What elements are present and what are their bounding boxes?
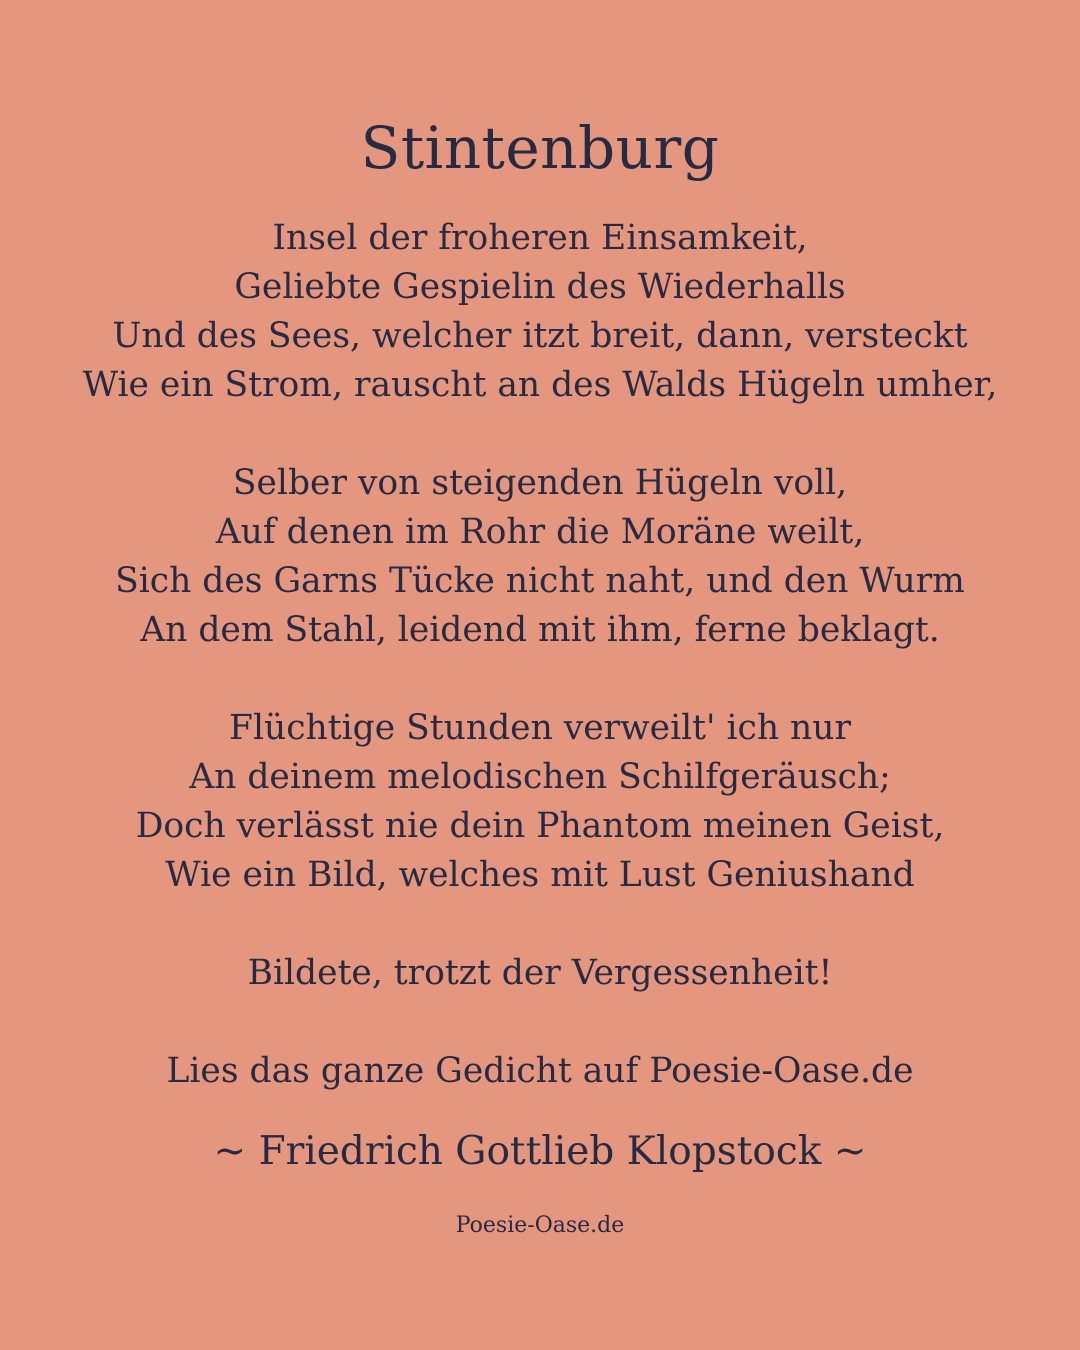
poem-title: Stintenburg (360, 114, 720, 182)
poem-line: An deinem melodischen Schilfgeräusch; (189, 757, 891, 797)
stanza-3 (0, 704, 1080, 900)
stanza-4 (0, 949, 1080, 998)
poem-line: Bildete, trotzt der Vergessenheit! (247, 953, 833, 993)
site-watermark: Poesie-Oase.de (455, 1213, 625, 1238)
author-name: ~ Friedrich Gottlieb Klopstock ~ (213, 1129, 867, 1174)
poem-line: Sich des Garns Tücke nicht naht, und den Wurm (115, 561, 965, 601)
poem-line: Wie ein Bild, welches mit Lust Geniushand (165, 855, 915, 895)
poem-line: Insel der froheren Einsamkeit, (272, 218, 808, 258)
poem-line: Doch verlässt nie dein Phantom meinen Geist, (135, 806, 945, 846)
poem-line: Auf denen im Rohr die Moräne weilt, (215, 512, 865, 552)
stanza-1 (0, 214, 1080, 410)
stanza-2 (0, 459, 1080, 655)
poem-line: Und des Sees, welcher itzt breit, dann, versteckt (112, 316, 968, 356)
poem-line: Geliebte Gespielin des Wiederhalls (234, 267, 846, 307)
poem-line: Flüchtige Stunden verweilt' ich nur (229, 708, 851, 748)
poem-line: Wie ein Strom, rauscht an des Walds Hügeln umher, (82, 365, 998, 405)
read-full-poem-text: Lies das ganze Gedicht auf Poesie-Oase.de (166, 1051, 914, 1091)
poem-line: An dem Stahl, leidend mit ihm, ferne beklagt. (140, 610, 940, 650)
poem-line: Selber von steigenden Hügeln voll, (232, 463, 848, 503)
